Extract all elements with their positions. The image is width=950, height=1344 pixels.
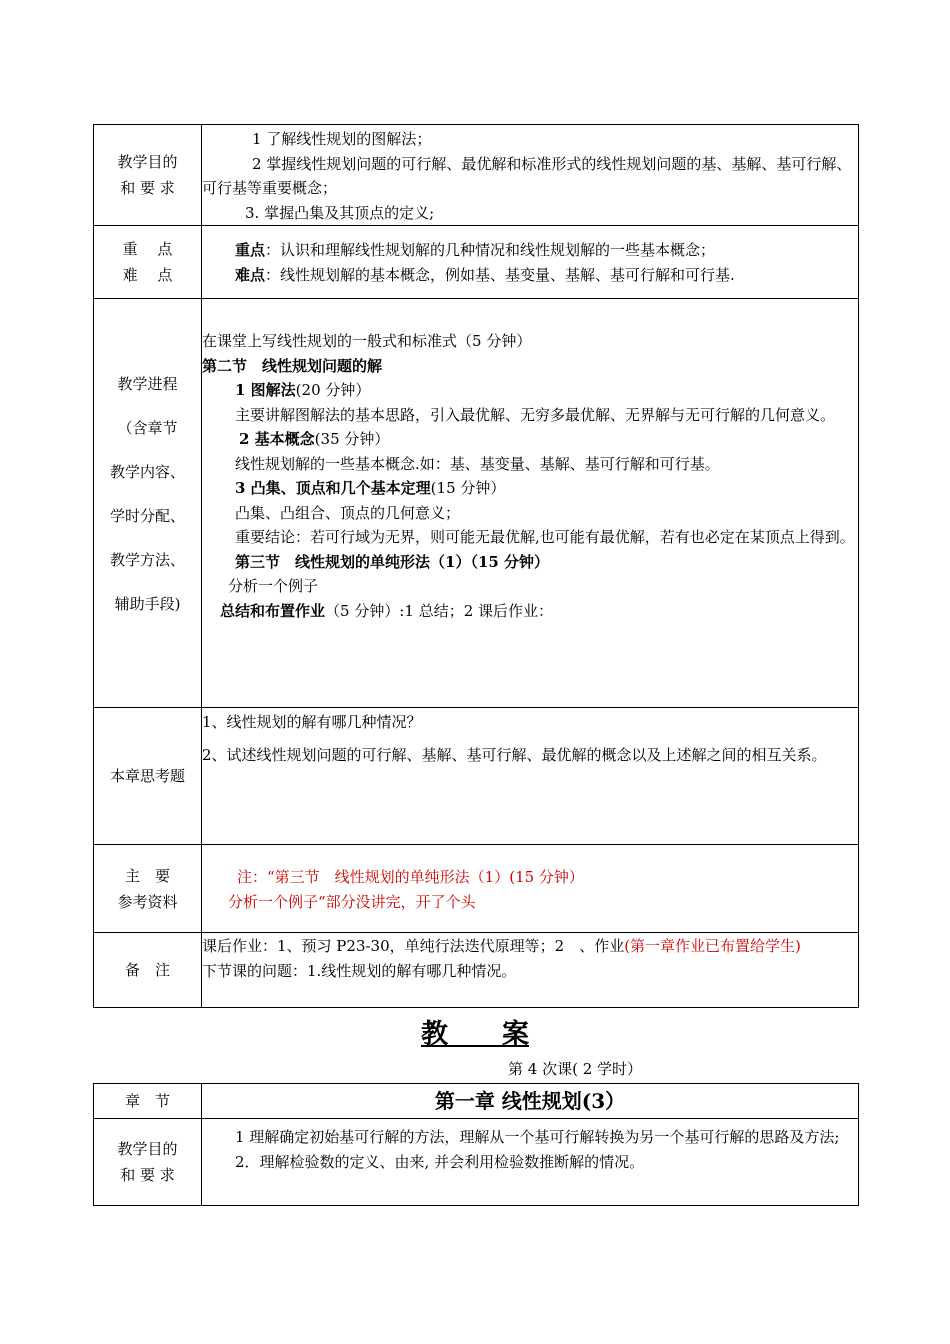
item-3-heading <box>202 476 858 501</box>
goals-content <box>202 125 859 226</box>
row-process <box>94 299 859 708</box>
next-question-line: 下节课的问题：1.线性规划的解有哪几种情况。 <box>202 961 517 980</box>
example-line: 分析一个例子 <box>228 577 319 595</box>
key-content <box>202 226 859 299</box>
key-prefix: 重点 <box>235 241 266 259</box>
process-intro: 在课堂上写线性规划的一般式和标准式（5 分钟） <box>202 332 532 350</box>
references-label-line1: 主 要 <box>124 866 170 885</box>
section-2-heading: 第二节 线性规划问题的解 <box>202 356 383 375</box>
item-3-conclusion: 重要结论：若可行域为无界，则可能无最优解,也可能有最优解，若有也必定在某顶点上得到。 <box>235 528 855 546</box>
process-content <box>202 299 859 708</box>
goals-label-line2: 和 要 求 <box>120 179 175 197</box>
process-label-line: 教学内容、 <box>109 463 185 481</box>
goals2-label <box>94 1119 202 1206</box>
item-2-time: (35 分钟） <box>314 430 390 448</box>
row-thinking <box>94 708 859 845</box>
remarks-content <box>202 933 859 1008</box>
row-goals <box>94 125 859 226</box>
process-label-line: 辅助手段) <box>114 595 181 613</box>
hard-point-line <box>202 263 858 288</box>
row-key-points <box>94 226 859 299</box>
homework-text: 课后作业：1、预习 P23-30，单纯行法迭代原理等；2 、作业 <box>202 937 625 955</box>
page-title-text: 教 案 <box>421 1019 529 1050</box>
goals-label-line1: 教学目的 <box>117 153 178 171</box>
goals2-label-line1: 教学目的 <box>117 1140 178 1158</box>
item-2-title: 2 基本概念 <box>239 430 315 448</box>
process-label-line: 教学方法、 <box>109 551 185 569</box>
homework-line <box>202 934 858 959</box>
item-3-desc: 凸集、凸组合、顶点的几何意义； <box>235 503 461 522</box>
references-content <box>202 845 859 933</box>
goal2-item: 2．理解检验数的定义、由来, 并会利用检验数推断解的情况。 <box>235 1152 645 1171</box>
key-point-line <box>202 238 858 263</box>
item-3-time: (15 分钟） <box>430 479 506 497</box>
row-remarks <box>94 933 859 1008</box>
item-2-heading <box>202 427 858 452</box>
item-1-title: 1 图解法 <box>235 381 296 399</box>
thinking-question: 1、线性规划的解有哪几种情况？ <box>202 713 422 731</box>
summary-line <box>202 599 858 624</box>
key-text: ：认识和理解线性规划解的几种情况和线性规划解的一些基本概念； <box>265 241 716 259</box>
key-label <box>94 226 202 299</box>
hard-prefix: 难点 <box>235 265 266 284</box>
key-label-line2: 难 点 <box>122 266 173 284</box>
lesson-number: 第 4 次课( 2 学时） <box>508 1060 643 1078</box>
hard-text: ：线性规划解的基本概念，例如基、基变量、基解、基可行解和可行基. <box>265 265 735 284</box>
goals2-label-line2: 和 要 求 <box>120 1166 175 1184</box>
homework-note: (第一章作业已布置给学生) <box>624 937 801 955</box>
process-label <box>94 299 202 708</box>
row-goals-2 <box>94 1119 859 1206</box>
page-title <box>0 1012 950 1051</box>
thinking-content <box>202 708 859 845</box>
reference-note: 注：“第三节 线性规划的单纯形法（1）(15 分钟） <box>237 868 584 886</box>
row-chapter <box>94 1084 859 1119</box>
process-label-line: 教学进程 <box>117 375 178 393</box>
summary-text: （5 分钟）:1 总结；2 课后作业： <box>325 601 554 620</box>
thinking-label: 本章思考题 <box>94 708 202 845</box>
key-label-line1: 重 点 <box>122 240 173 258</box>
item-3-title: 3 凸集、顶点和几个基本定理 <box>235 479 431 497</box>
lesson-table-1 <box>93 124 859 1008</box>
reference-note: 分析一个例子“部分没讲完，开了个头 <box>228 892 476 911</box>
references-label <box>94 845 202 933</box>
process-label-line: 学时分配、 <box>109 507 185 525</box>
goal-item: 1 了解线性规划的图解法； <box>252 130 432 148</box>
references-label-line2: 参考资料 <box>117 892 178 911</box>
item-1-time: (20 分钟） <box>295 381 371 399</box>
item-1-heading <box>202 378 858 403</box>
section-3-heading: 第三节 线性规划的单纯形法（1）（15 分钟） <box>235 552 550 571</box>
item-2-desc: 线性规划解的一些基本概念.如：基、基变量、基解、基可行解和可行基。 <box>235 454 720 473</box>
summary-title: 总结和布置作业 <box>220 601 326 620</box>
goal-item: 2 掌握线性规划问题的可行解、最优解和标准形式的线性规划问题的基、基解、基可行解、可行基等重要概念； <box>202 154 852 197</box>
process-label-line: （含章节 <box>117 419 178 437</box>
chapter-title: 第一章 线性规划(3） <box>202 1084 859 1119</box>
thinking-question: 2、试述线性规划问题的可行解、基解、基可行解、最优解的概念以及上述解之间的相互关系。 <box>202 745 827 764</box>
chapter-label: 章 节 <box>94 1084 202 1119</box>
goals-label <box>94 125 202 226</box>
lesson-table-2 <box>93 1083 859 1206</box>
goals2-content <box>202 1119 859 1206</box>
remarks-label: 备 注 <box>94 933 202 1008</box>
goal2-item: 1 理解确定初始基可行解的方法，理解从一个基可行解转换为另一个基可行解的思路及方法; <box>235 1128 840 1146</box>
goal-item: 3. 掌握凸集及其顶点的定义; <box>245 203 435 222</box>
row-references <box>94 845 859 933</box>
item-1-desc: 主要讲解图解法的基本思路，引入最优解、无穷多最优解、无界解与无可行解的几何意义。 <box>235 405 836 424</box>
